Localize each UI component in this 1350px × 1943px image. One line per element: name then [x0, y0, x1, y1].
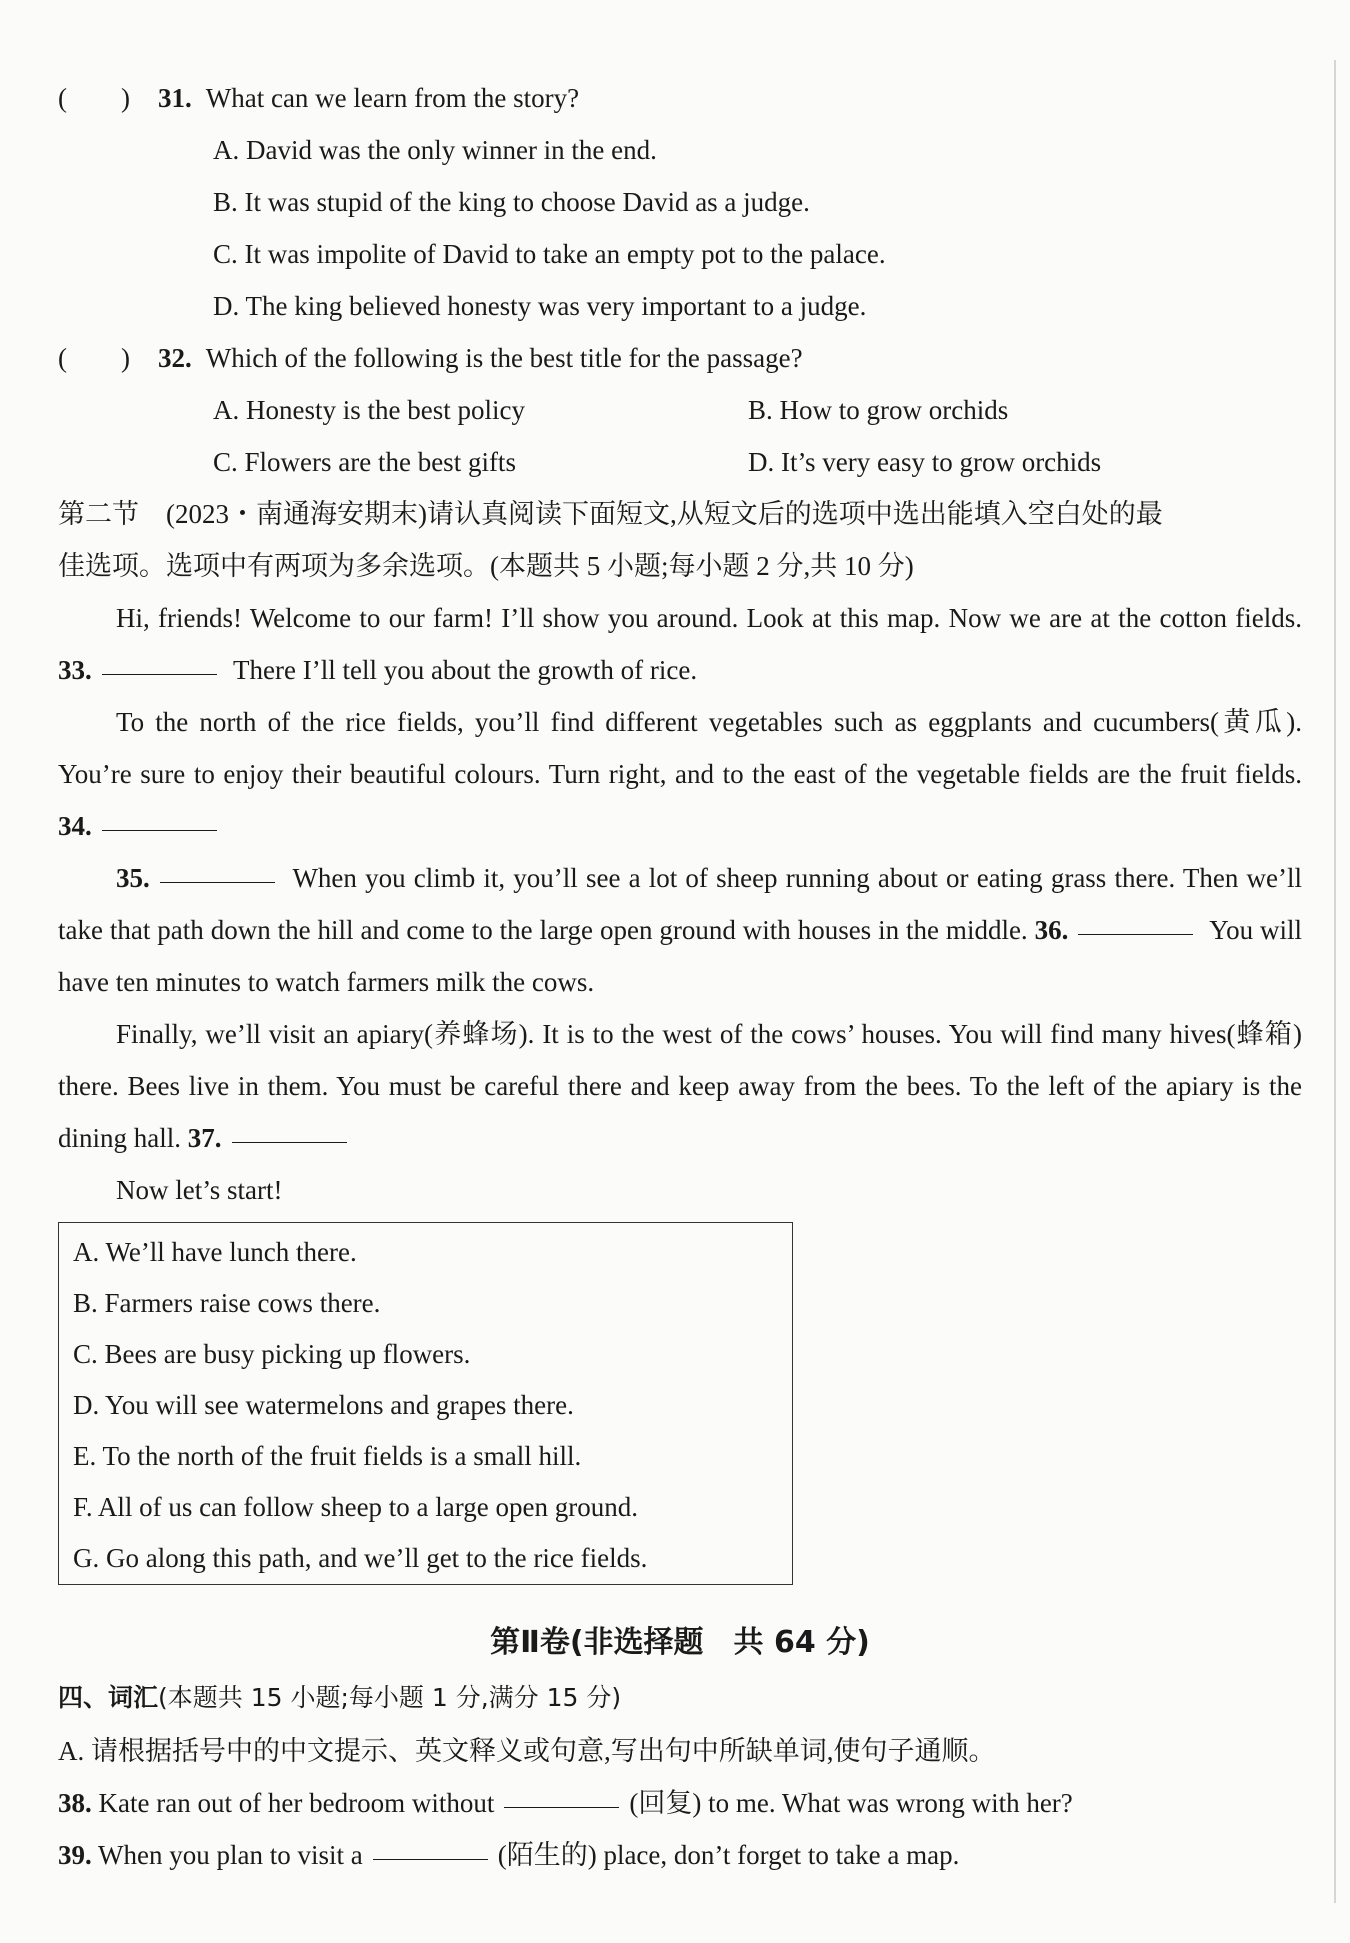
- choice-a: A. We’ll have lunch there.: [73, 1237, 357, 1267]
- option-c: C. It was impolite of David to take an empty pot to the palace.: [213, 239, 886, 269]
- section-instruction-1: 第二节 (2023・南通海安期末)请认真阅读下面短文,从短文后的选项中选出能填入空白处的最: [58, 499, 1163, 529]
- choice-d: D. You will see watermelons and grapes there.: [73, 1390, 574, 1420]
- text: To the north of the rice fields, you’ll find different vegetables such as eggplants and cucumbers(黄瓜). You’re sure to enjoy their beautiful colours. Turn right, and to the east of the vegetable fields are the fruit fields.: [58, 707, 1302, 789]
- blank-number-36: 36.: [1034, 915, 1069, 945]
- choice-g: G. Go along this path, and we’ll get to the rice fields.: [73, 1543, 648, 1573]
- option-b: B. How to grow orchids: [748, 395, 1009, 425]
- page-edge-line: [1334, 60, 1336, 1903]
- choice-f: F. All of us can follow sheep to a large open ground.: [73, 1492, 638, 1522]
- passage-paragraph-2: [58, 696, 1302, 852]
- heading-note: (本题共 15 小题;每小题 1 分,满分 15 分): [158, 1683, 622, 1712]
- option-d: D. The king believed honesty was very important to a judge.: [213, 291, 867, 321]
- choice-e: E. To the north of the fruit fields is a small hill.: [73, 1441, 582, 1471]
- answer-blank-34[interactable]: [102, 829, 217, 831]
- option-d: D. It’s very easy to grow orchids: [748, 447, 1102, 477]
- answer-blank-38[interactable]: [504, 1806, 619, 1808]
- question-39: [58, 1829, 1302, 1881]
- answer-blank-36[interactable]: [1078, 933, 1193, 935]
- question-number: 31.: [158, 83, 192, 113]
- question-number: 39.: [58, 1840, 92, 1870]
- passage-paragraph-3: [58, 852, 1302, 1008]
- text: When you climb it, you’ll see a lot of sheep running about or eating grass there. Then we’ll take that path down the hill and come to the large open ground with houses in the middle.: [58, 863, 1302, 945]
- answer-blank-33[interactable]: [102, 673, 217, 675]
- choice-c: C. Bees are busy picking up flowers.: [73, 1339, 471, 1369]
- vocab-instruction: A. 请根据括号中的中文提示、英文释义或句意,写出句中所缺单词,使句子通顺。: [58, 1736, 996, 1766]
- blank-number-34: 34.: [58, 811, 92, 841]
- options-row-2: [58, 436, 1302, 488]
- question-number: 38.: [58, 1788, 92, 1818]
- text: When you plan to visit a: [98, 1840, 363, 1870]
- passage-paragraph-4: [58, 1008, 1302, 1164]
- text: You will have ten minutes to watch farmers milk the cows.: [58, 915, 1302, 997]
- text: (回复) to me. What was wrong with her?: [629, 1788, 1073, 1818]
- text: (陌生的) place, don’t forget to take a map.: [497, 1840, 960, 1870]
- answer-blank-35[interactable]: [160, 881, 275, 883]
- text: Kate ran out of her bedroom without: [98, 1788, 495, 1818]
- text: Finally, we’ll visit an apiary(养蜂场). It is to the west of the cows’ houses. You will find many hives(蜂箱) there. Bees live in them. You must be careful there and keep away from the bees. To the left of the apiary is the dining hall.: [58, 1019, 1302, 1153]
- options-row-1: [58, 384, 1302, 436]
- option-a: A. Honesty is the best policy: [213, 395, 525, 425]
- answer-paren: ( ): [58, 83, 130, 113]
- blank-number-35: 35.: [116, 863, 150, 893]
- vocab-heading: [58, 1671, 1302, 1725]
- text: Hi, friends! Welcome to our farm! I’ll show you around. Look at this map. Now we are at the cotton fields.: [116, 603, 1302, 633]
- part-title: 第Ⅱ卷(非选择题 共 64 分): [490, 1625, 870, 1660]
- answer-paren: ( ): [58, 343, 130, 373]
- question-stem: Which of the following is the best title for the passage?: [205, 343, 803, 373]
- option-b: B. It was stupid of the king to choose David as a judge.: [213, 187, 810, 217]
- question-number: 32.: [158, 343, 192, 373]
- choice-b: B. Farmers raise cows there.: [73, 1288, 381, 1318]
- passage-paragraph-1: [58, 592, 1302, 696]
- passage-paragraph-5: Now let’s start!: [116, 1175, 283, 1205]
- blank-number-33: 33.: [58, 655, 92, 685]
- text: There I’ll tell you about the growth of rice.: [233, 655, 698, 685]
- question-stem: What can we learn from the story?: [205, 83, 580, 113]
- option-a: A. David was the only winner in the end.: [213, 135, 657, 165]
- section-instruction-2: 佳选项。选项中有两项为多余选项。(本题共 5 小题;每小题 2 分,共 10 分): [58, 551, 914, 581]
- choices-box: [58, 1222, 793, 1585]
- question-31: [58, 72, 1302, 124]
- heading-text: 四、词汇: [58, 1683, 159, 1712]
- blank-number-37: 37.: [187, 1123, 222, 1153]
- answer-blank-37[interactable]: [232, 1141, 347, 1143]
- question-38: [58, 1777, 1302, 1829]
- question-32: [58, 332, 1302, 384]
- option-c: C. Flowers are the best gifts: [213, 447, 516, 477]
- answer-blank-39[interactable]: [373, 1858, 488, 1860]
